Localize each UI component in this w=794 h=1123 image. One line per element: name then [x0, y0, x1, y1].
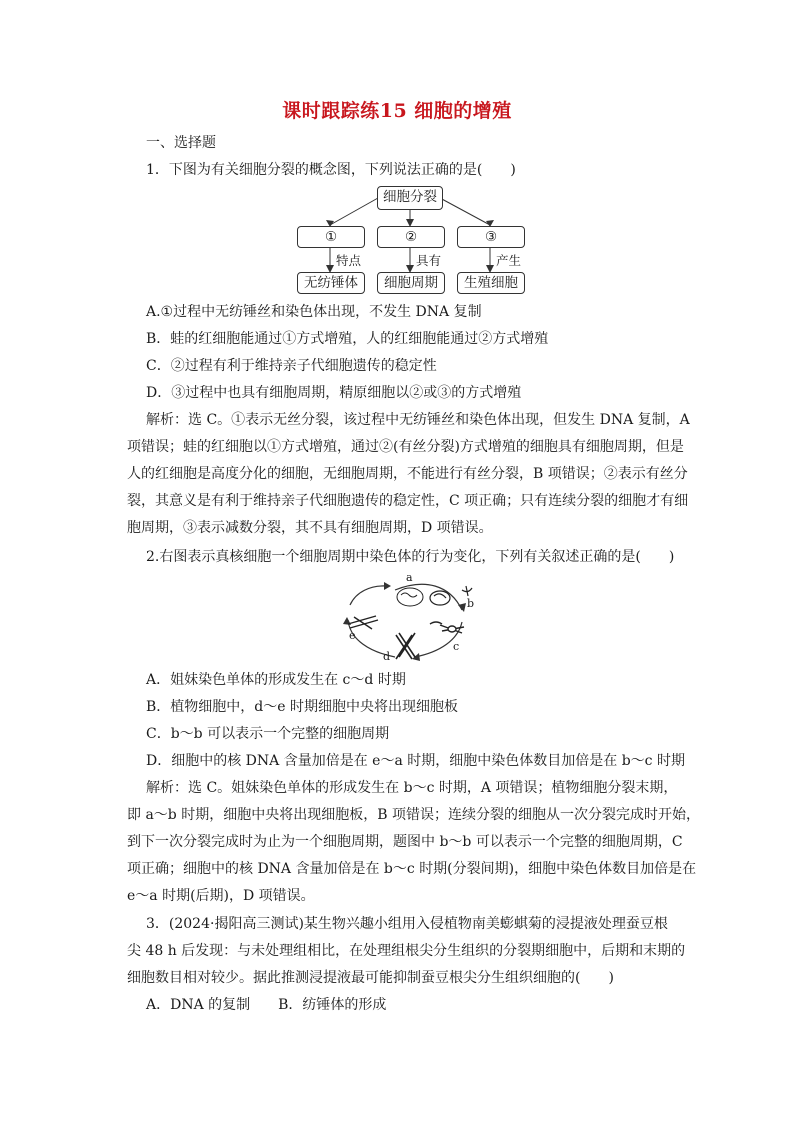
q1-analysis-line: 人的红细胞是高度分化的细胞，无细胞周期，不能进行有丝分裂，B 项错误；②表示有丝分	[127, 466, 688, 482]
q2-analysis-line: e～a 时期(后期)，D 项错误。	[127, 888, 315, 904]
q1-option-a: A.①过程中无纺锤丝和染色体出现，不发生 DNA 复制	[146, 304, 482, 320]
figure-label-b: b	[467, 597, 475, 610]
q1-option-c: C．②过程有利于维持亲子代细胞遗传的稳定性	[146, 358, 437, 374]
diagram-node-3: ③	[457, 226, 525, 248]
q2-option-c: C．b～b 可以表示一个完整的细胞周期	[146, 726, 390, 742]
q3-stem-line: 3．(2024·揭阳高三测试)某生物兴趣小组用入侵植物南美蟛蜞菊的浸提液处理蚕豆根	[146, 916, 668, 932]
q3-options: A．DNA 的复制 B．纺锤体的形成	[146, 997, 387, 1013]
q1-analysis-line: 胞周期，③表示减数分裂，其不具有细胞周期，D 项错误。	[127, 520, 493, 536]
q2-analysis-line: 到下一次分裂完成时为止为一个细胞周期，题图中 b～b 可以表示一个完整的细胞周期，C	[127, 834, 683, 850]
q1-stem: 1．下图为有关细胞分裂的概念图，下列说法正确的是( )	[146, 162, 516, 178]
q2-analysis-line: 即 a～b 时期，细胞中央将出现细胞板，B 项错误；连续分裂的细胞从一次分裂完成时开始，	[127, 807, 700, 823]
diagram-edge-label-1: 特点	[336, 253, 362, 268]
diagram-leaf-1: 无纺锤体	[297, 272, 365, 294]
diagram-edge-label-2: 具有	[416, 253, 442, 268]
q3-stem-line: 细胞数目相对较少。据此推测浸提液最可能抑制蚕豆根尖分生组织细胞的( )	[127, 970, 614, 986]
q2-option-a: A．姐妹染色单体的形成发生在 c～d 时期	[146, 672, 406, 688]
q2-stem: 2.右图表示真核细胞一个细胞周期中染色体的行为变化，下列有关叙述正确的是( )	[146, 549, 675, 565]
q2-analysis-line: 解析：选 C。姐妹染色单体的形成发生在 b～c 时期，A 项错误；植物细胞分裂末期，	[146, 780, 678, 796]
q2-option-d: D．细胞中的核 DNA 含量加倍是在 e～a 时期，细胞中染色体数目加倍是在 b～c 时期	[146, 753, 685, 769]
section-heading: 一、选择题	[146, 135, 216, 151]
q1-option-d: D．③过程中也具有细胞周期，精原细胞以②或③的方式增殖	[146, 385, 522, 401]
diagram-leaf-2: 细胞周期	[377, 272, 445, 294]
q2-option-b: B．植物细胞中，d～e 时期细胞中央将出现细胞板	[146, 699, 458, 715]
figure-label-e: e	[349, 629, 356, 642]
q3-stem-line: 尖 48 h 后发现：与未处理组相比，在处理组根尖分生组织的分裂期细胞中，后期和末期的	[127, 943, 686, 959]
page-title: 课时跟踪练15 细胞的增殖	[282, 100, 512, 122]
q1-analysis-line: 解析：选 C。①表示无丝分裂，该过程中无纺锤丝和染色体出现，但发生 DNA 复制，A	[146, 412, 690, 428]
diagram-root-box: 细胞分裂	[377, 186, 443, 210]
diagram-leaf-3: 生殖细胞	[457, 272, 525, 294]
figure-label-c: c	[453, 640, 460, 653]
diagram-edge-label-3: 产生	[496, 253, 522, 268]
figure-label-a: a	[406, 571, 413, 584]
q2-analysis-line: 项正确；细胞中的核 DNA 含量加倍是在 b～c 时期(分裂间期)，细胞中染色体数目加倍是在	[127, 861, 697, 877]
figure-label-d: d	[383, 650, 391, 663]
diagram-node-2: ②	[377, 226, 445, 248]
q1-option-b: B．蛙的红细胞能通过①方式增殖，人的红细胞能通过②方式增殖	[146, 331, 549, 347]
q1-analysis-line: 裂，其意义是有利于维持亲子代细胞遗传的稳定性，C 项正确；只有连续分裂的细胞才有细	[127, 493, 689, 509]
diagram-node-1: ①	[297, 226, 365, 248]
q1-analysis-line: 项错误；蛙的红细胞以①方式增殖，通过②(有丝分裂)方式增殖的细胞具有细胞周期，但是	[127, 439, 684, 455]
